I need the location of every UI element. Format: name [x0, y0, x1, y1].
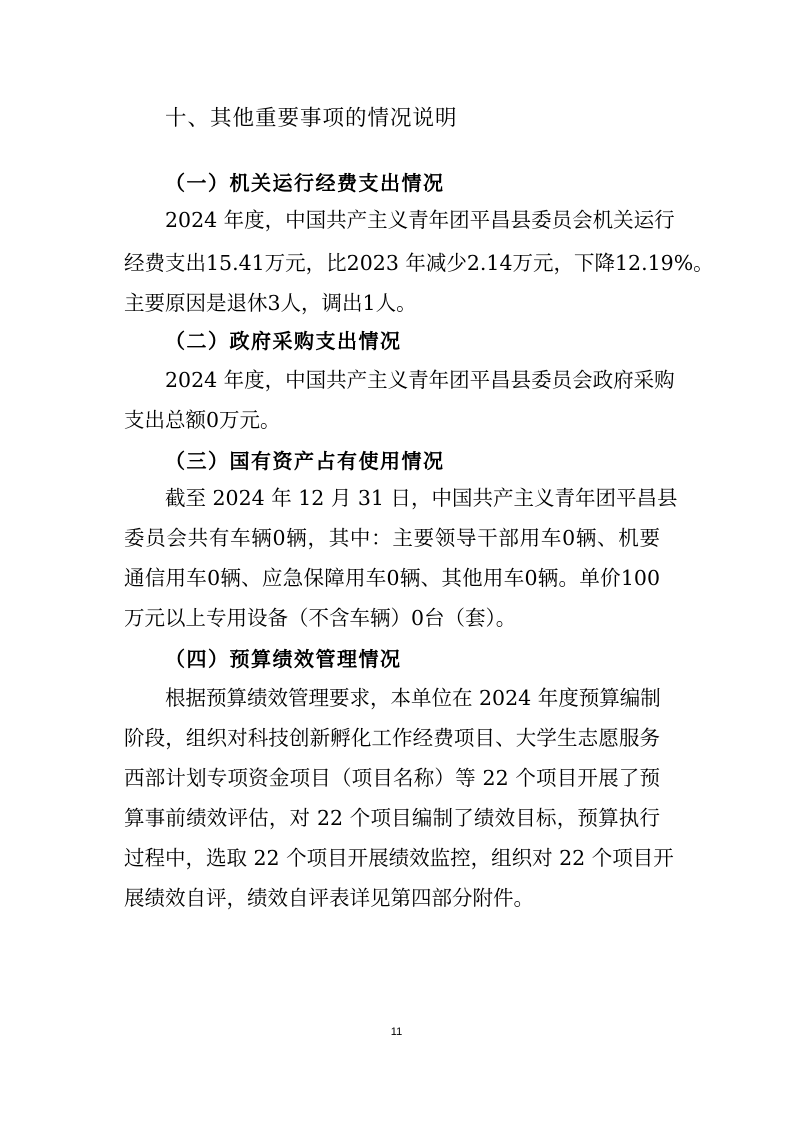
paragraph-line: 根据预算绩效管理要求，本单位在 2024 年度预算编制: [165, 686, 661, 710]
paragraph-line: 算事前绩效评估，对 22 个项目编制了绩效目标，预算执行: [124, 806, 660, 830]
subsection-heading-1: （一）机关运行经费支出情况: [165, 171, 445, 195]
paragraph-line: 2024 年度，中国共产主义青年团平昌县委员会机关运行: [165, 208, 675, 232]
paragraph-line: 展绩效自评，绩效自评表详见第四部分附件。: [124, 886, 534, 910]
paragraph-line: 经费支出15.41万元，比2023 年减少2.14万元，下降12.19%。: [124, 251, 714, 275]
page-number: 11: [390, 1026, 403, 1038]
paragraph-line: 西部计划专项资金项目（项目名称）等 22 个项目开展了预: [124, 766, 660, 790]
section-title: 十、其他重要事项的情况说明: [165, 106, 458, 131]
paragraph-line: 2024 年度，中国共产主义青年团平昌县委员会政府采购: [165, 368, 675, 392]
paragraph-line: 截至 2024 年 12 月 31 日，中国共产主义青年团平昌县: [165, 486, 678, 510]
paragraph-line: 通信用车0辆、应急保障用车0辆、其他用车0辆。单价100: [124, 566, 660, 590]
subsection-heading-4: （四）预算绩效管理情况: [165, 647, 402, 671]
subsection-heading-2: （二）政府采购支出情况: [165, 329, 402, 353]
paragraph-line: 过程中，选取 22 个项目开展绩效监控，组织对 22 个项目开: [124, 846, 674, 870]
subsection-heading-3: （三）国有资产占有使用情况: [165, 449, 445, 473]
paragraph-line: 委员会共有车辆0辆，其中：主要领导干部用车0辆、机要: [124, 526, 660, 550]
paragraph-line: 万元以上专用设备（不含车辆）0台（套）。: [124, 606, 517, 630]
paragraph-line: 阶段，组织对科技创新孵化工作经费项目、大学生志愿服务: [124, 726, 660, 750]
paragraph-line: 主要原因是退休3人，调出1人。: [124, 291, 417, 315]
paragraph-line: 支出总额0万元。: [124, 408, 281, 432]
